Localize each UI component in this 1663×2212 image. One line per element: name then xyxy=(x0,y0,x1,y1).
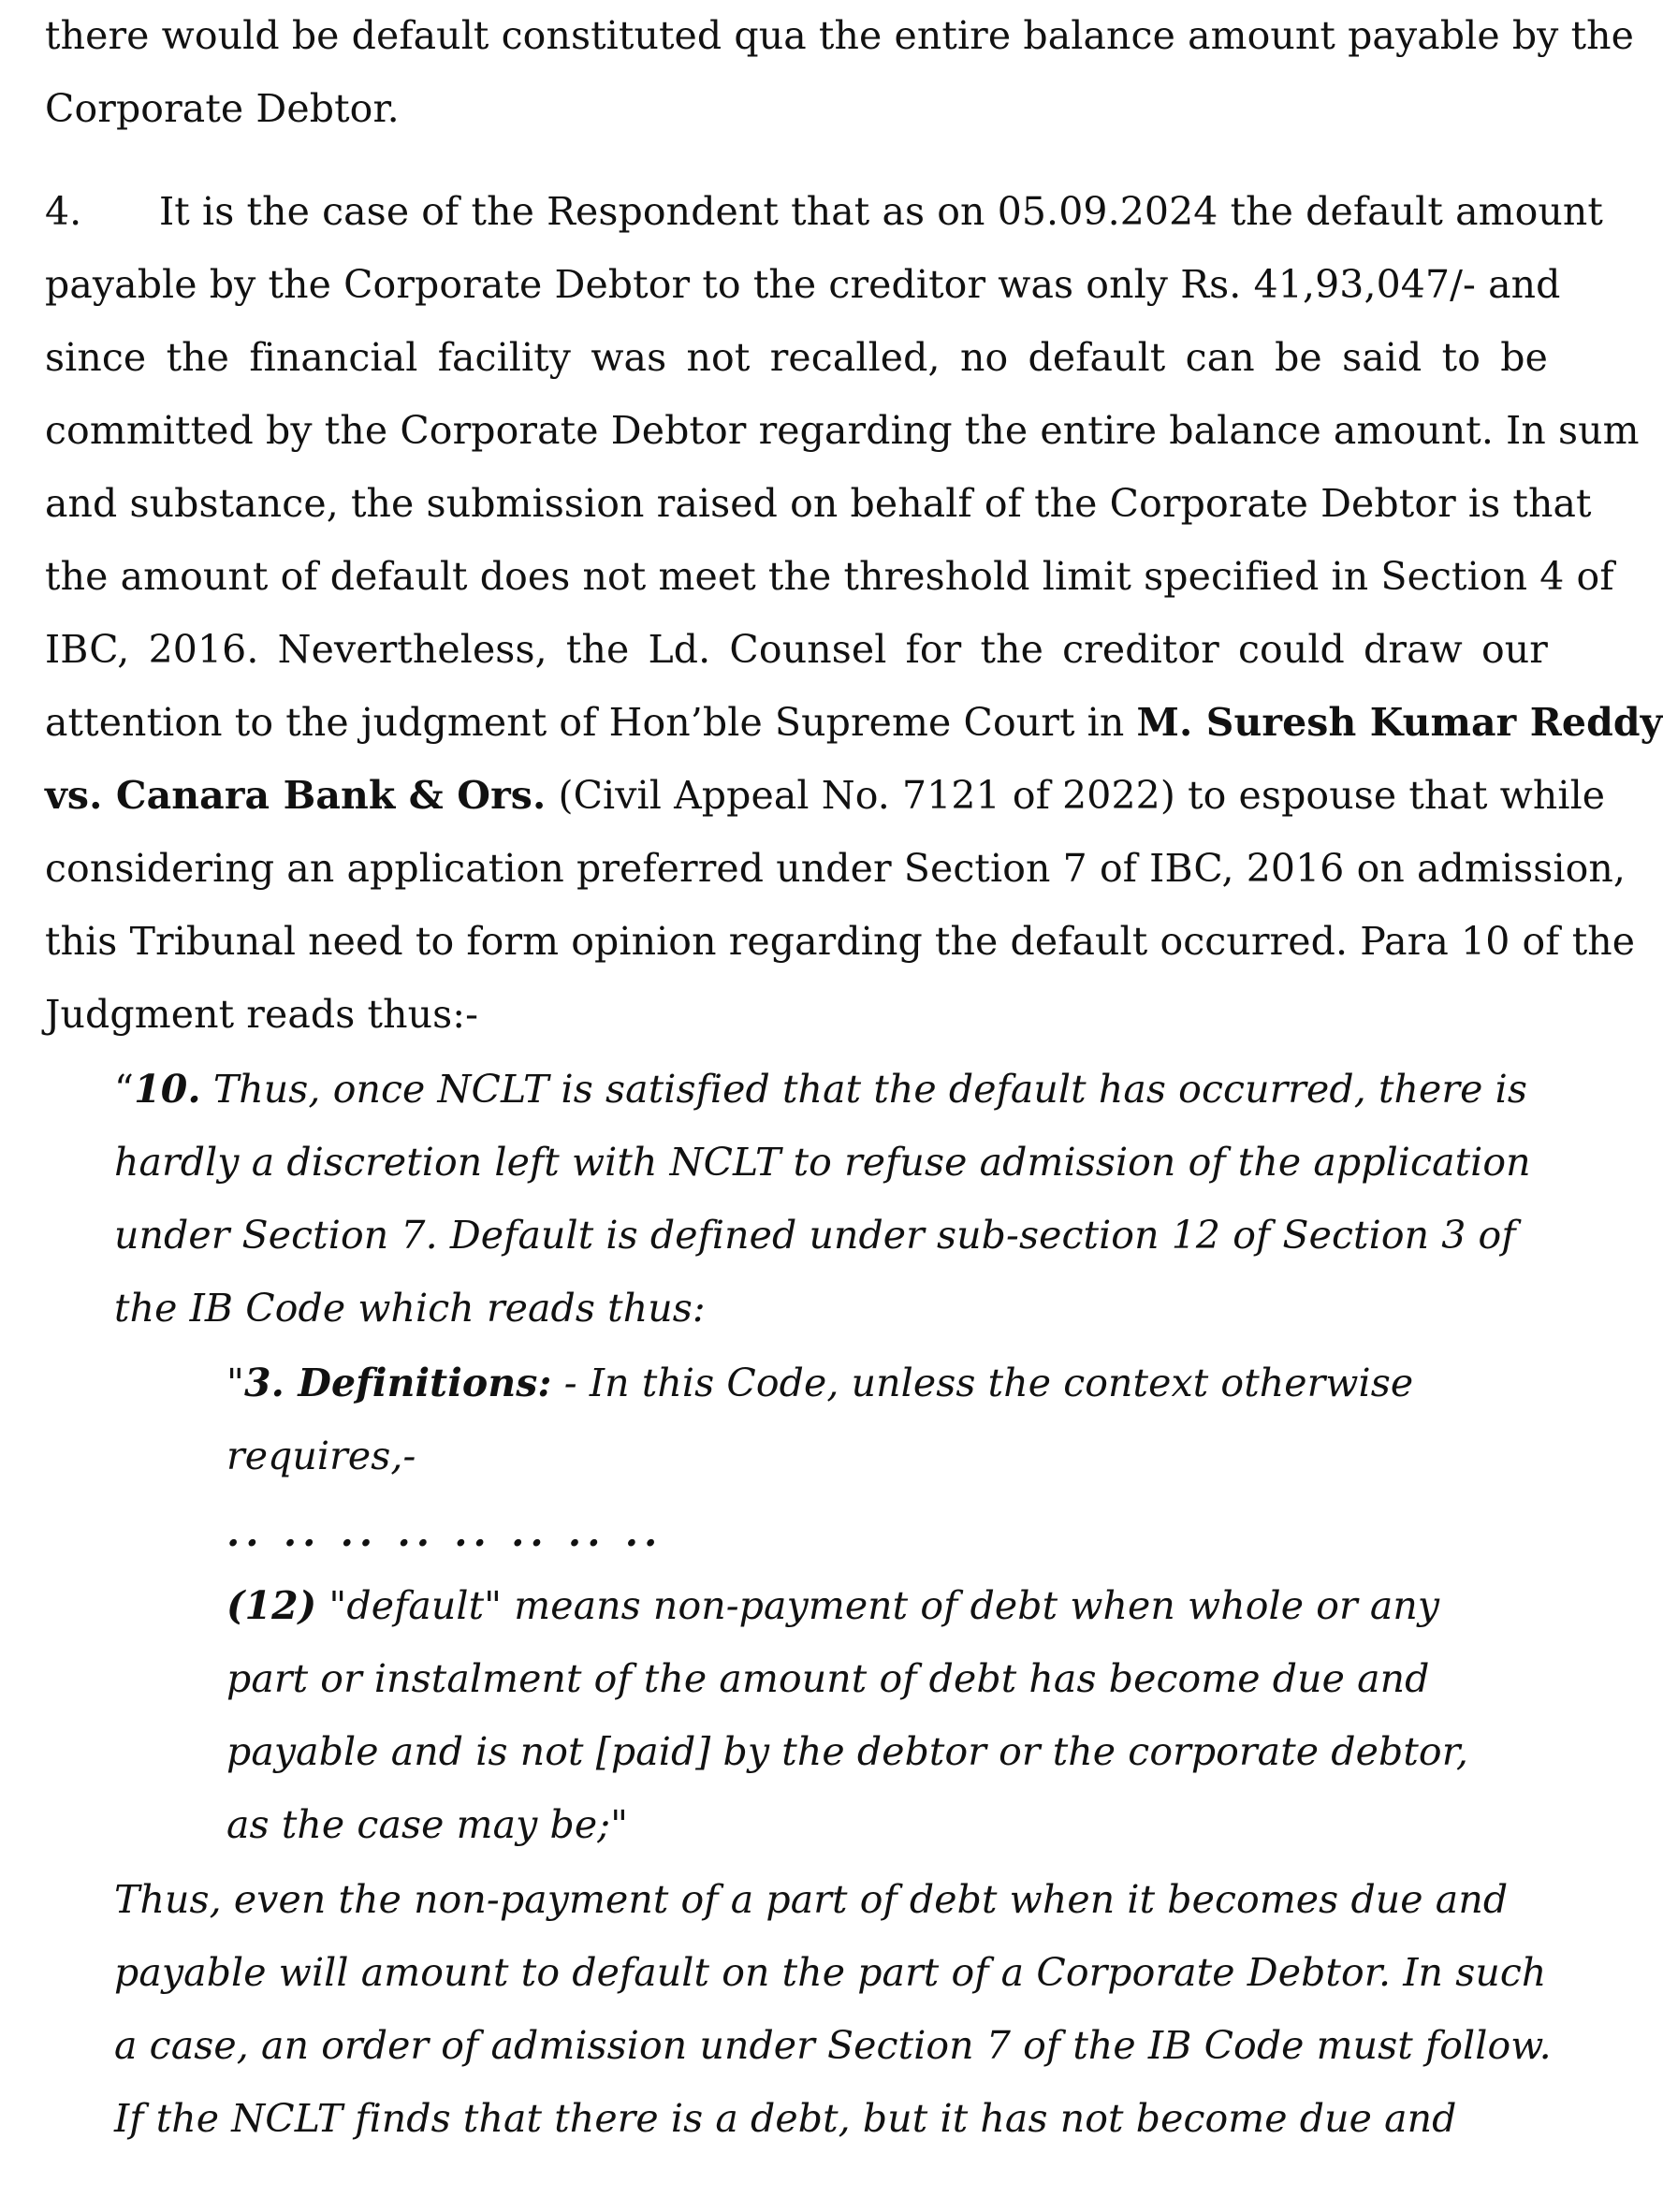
body-text-line: there would be default constituted qua the entire balance amount payable by the xyxy=(45,13,1635,58)
body-text-line: Judgment reads thus:- xyxy=(45,992,479,1037)
body-text-line: this Tribunal need to form opinion regarding the default occurred. Para 10 of the xyxy=(45,919,1636,964)
quote-text-line xyxy=(114,1061,1527,1117)
quote-text-line: under Section 7. Default is defined under sub-section 12 of Section 3 of xyxy=(114,1213,1516,1258)
body-text-line: the amount of default does not meet the threshold limit specified in Section 4 of xyxy=(45,554,1614,599)
body-text-line: considering an application preferred under Section 7 of IBC, 2016 on admission, xyxy=(45,846,1626,891)
case-name: vs. Canara Bank & Ors. xyxy=(45,773,547,818)
statute-text-line xyxy=(226,1578,1440,1634)
body-text-line: since the financial facility was not recalled, no default can be said to be xyxy=(45,335,1548,380)
body-text: attention to the judgment of Hon’ble Supreme Court in xyxy=(45,700,1137,745)
body-text-line: committed by the Corporate Debtor regarding the entire balance amount. In sum xyxy=(45,408,1640,453)
statute-text-line: as the case may be;" xyxy=(226,1802,629,1847)
statute-text-line: requires,- xyxy=(226,1433,416,1478)
body-text-line: and substance, the submission raised on behalf of the Corporate Debtor is that xyxy=(45,481,1592,526)
quote-text-line: If the NCLT finds that there is a debt, but it has not become due and xyxy=(114,2096,1457,2141)
body-text-line xyxy=(45,694,1663,750)
statute-text-line xyxy=(226,1355,1414,1411)
quote-open-mark: “ xyxy=(114,1067,135,1112)
statute-text: - In this Code, unless the context otherwise xyxy=(551,1361,1414,1405)
body-text-line: IBC, 2016. Nevertheless, the Ld. Counsel for the creditor could draw our xyxy=(45,627,1548,672)
definitions-heading: 3. Definitions: xyxy=(243,1361,552,1405)
quote-text-line: the IB Code which reads thus: xyxy=(114,1286,706,1331)
statute-open-mark: " xyxy=(226,1361,244,1405)
case-name: M. Suresh Kumar Reddy xyxy=(1136,700,1663,745)
clause-number: (12) xyxy=(226,1583,317,1628)
quote-text-line: a case, an order of admission under Section 7 of the IB Code must follow. xyxy=(114,2023,1552,2068)
body-text-line xyxy=(45,767,1606,823)
body-text-line: Corporate Debtor. xyxy=(45,86,400,131)
body-text: It is the case of the Respondent that as on 05.09.2024 the default amount xyxy=(159,189,1603,234)
quote-text: Thus, once NCLT is satisfied that the default has occurred, there is xyxy=(200,1067,1527,1112)
quote-para-number: 10. xyxy=(134,1067,201,1112)
paragraph-number: 4. xyxy=(45,189,82,234)
quote-text-line: payable will amount to default on the part of a Corporate Debtor. In such xyxy=(114,1950,1547,1995)
statute-text-line: part or instalment of the amount of debt has become due and xyxy=(226,1656,1430,1701)
quote-text-line: Thus, even the non-payment of a part of debt when it becomes due and xyxy=(114,1877,1509,1922)
body-text: (Civil Appeal No. 7121 of 2022) to espouse that while xyxy=(546,773,1606,818)
statute-text-line: payable and is not [paid] by the debtor or the corporate debtor, xyxy=(226,1729,1469,1774)
statute-text: "default" means non-payment of debt when whole or any xyxy=(316,1583,1440,1628)
ellipsis-separator: .. .. .. .. .. .. .. .. xyxy=(226,1510,664,1555)
paragraph-4-first-line xyxy=(45,183,1603,240)
quote-text-line: hardly a discretion left with NCLT to refuse admission of the application xyxy=(114,1140,1531,1185)
body-text-line: payable by the Corporate Debtor to the creditor was only Rs. 41,93,047/- and xyxy=(45,262,1561,307)
